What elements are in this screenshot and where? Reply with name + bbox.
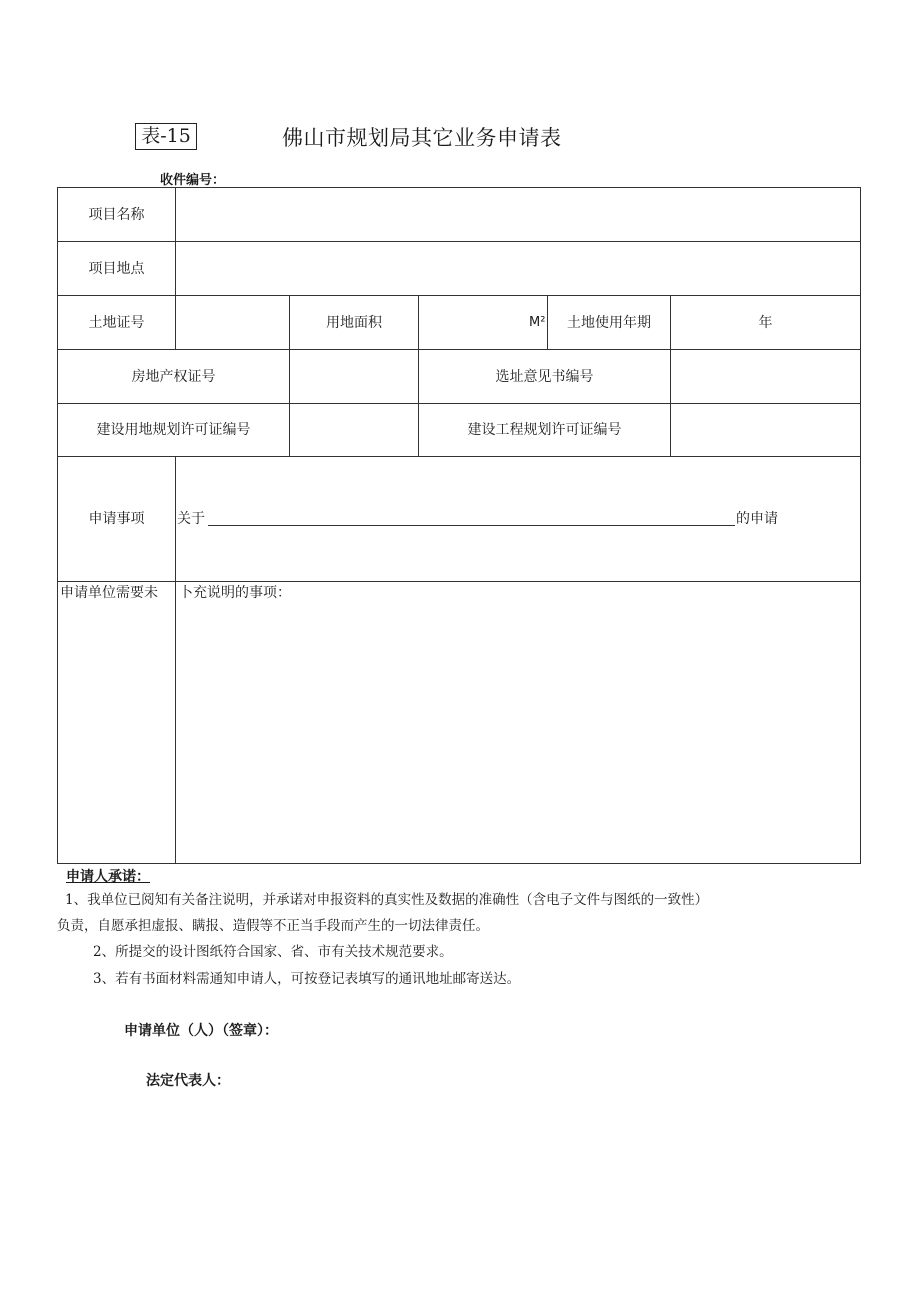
site-opinion-field[interactable]	[671, 350, 860, 403]
form-title: 佛山市规划局其它业务申请表	[282, 126, 562, 150]
row-divider	[58, 456, 860, 457]
land-permit-label: 建设用地规划许可证编号	[96, 422, 251, 438]
receipt-number-label: 收件编号：	[160, 173, 226, 188]
land-permit-field[interactable]	[290, 404, 418, 456]
pledge-item-1-line-2: 负责，自愿承担虚报、瞒报、造假等不正当手段而产生的一切法律责任。	[57, 918, 489, 934]
project-permit-label: 建设工程规划许可证编号	[467, 422, 622, 438]
area-unit: M²	[529, 315, 546, 330]
property-cert-field[interactable]	[290, 350, 418, 403]
pledge-item-1-line-1: 1、我单位已阅知有关备注说明，并承诺对申报资料的真实性及数据的准确性（含电子文件与图纸的一致性）	[65, 892, 709, 908]
table-code-box: 表-15	[135, 123, 197, 150]
applicant-signature-label: 申请单位（人）（签章）：	[124, 1023, 278, 1039]
pledge-item-3: 3、若有书面材料需通知申请人，可按登记表填写的通讯地址邮寄送达。	[93, 971, 521, 987]
land-use-term-label: 土地使用年期	[567, 315, 651, 331]
land-cert-field[interactable]	[176, 296, 289, 349]
matter-prefix: 关于	[177, 511, 205, 527]
matter-blank-line[interactable]	[208, 525, 735, 526]
supplement-label-right: 卜充说明的事项：	[179, 585, 291, 601]
land-area-field[interactable]	[419, 296, 547, 349]
project-name-field[interactable]	[176, 188, 860, 241]
site-opinion-label: 选址意见书编号	[495, 369, 594, 385]
project-permit-field[interactable]	[671, 404, 860, 456]
land-cert-label: 土地证号	[88, 315, 145, 331]
project-name-label: 项目名称	[88, 207, 145, 223]
property-cert-label: 房地产权证号	[131, 369, 216, 385]
row-divider	[58, 581, 860, 582]
land-area-label: 用地面积	[326, 315, 382, 331]
application-form-table	[57, 187, 861, 864]
pledge-title: 申请人承诺：	[66, 869, 150, 885]
legal-representative-label: 法定代表人：	[146, 1073, 230, 1089]
project-location-label: 项目地点	[88, 261, 145, 277]
matter-label: 申请事项	[88, 511, 145, 527]
supplement-text-area[interactable]	[176, 604, 860, 862]
pledge-item-2: 2、所提交的设计图纸符合国家、省、市有关技术规范要求。	[93, 944, 453, 960]
supplement-label-left: 申请单位需要未	[60, 585, 158, 601]
matter-suffix: 的申请	[736, 511, 778, 527]
year-unit: 年	[758, 315, 773, 331]
project-location-field[interactable]	[176, 242, 860, 295]
